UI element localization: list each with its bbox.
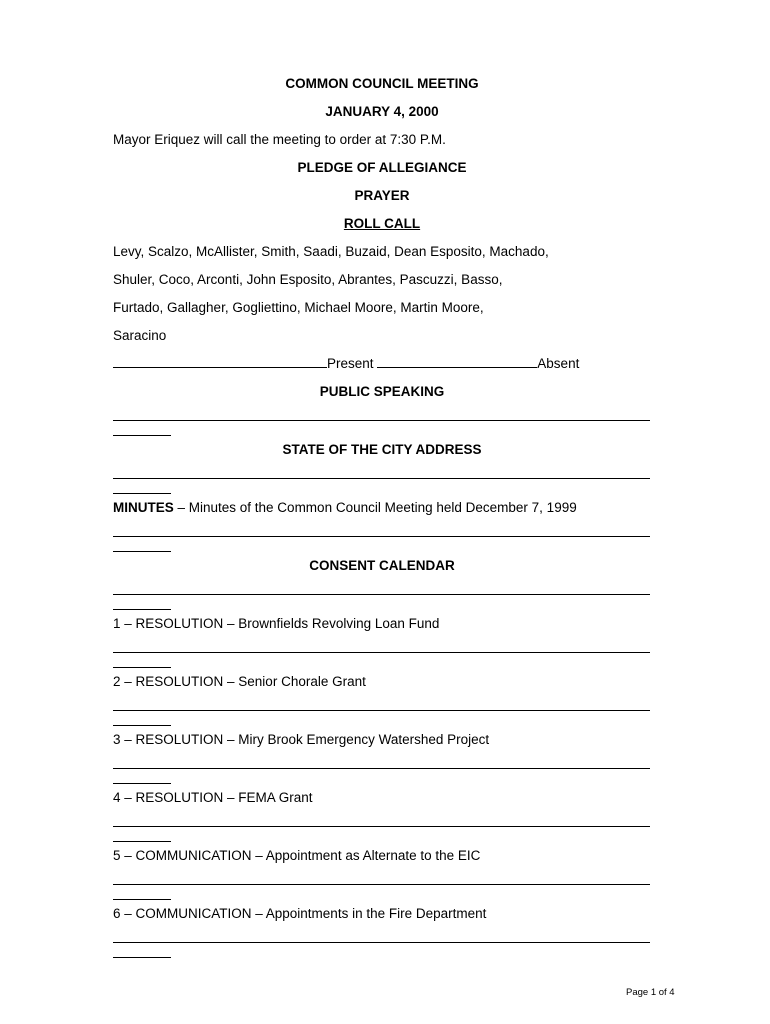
attendance-row: [113, 350, 651, 378]
note-line: [113, 812, 650, 827]
absent-label: Absent: [537, 356, 580, 371]
note-line-end: [113, 711, 171, 726]
section-prayer: PRAYER: [354, 188, 410, 203]
minutes-label: MINUTES: [113, 500, 174, 515]
note-line-end: [113, 827, 171, 842]
note-line-end: [113, 769, 171, 784]
meeting-title: COMMON COUNCIL MEETING: [285, 76, 479, 91]
roll-call-line: Furtado, Gallagher, Gogliettino, Michael Moore, Martin Moore,: [113, 300, 484, 315]
intro-text: Mayor Eriquez will call the meeting to order at 7:30 P.M.: [113, 132, 446, 147]
absent-blank: [377, 355, 537, 368]
roll-call-line: Levy, Scalzo, McAllister, Smith, Saadi, Buzaid, Dean Esposito, Machado,: [113, 244, 549, 259]
present-label: Present: [327, 356, 374, 371]
note-line: [113, 928, 650, 943]
agenda-item: 4 – RESOLUTION – FEMA Grant: [113, 790, 313, 805]
note-line: [113, 406, 650, 421]
present-blank: [113, 355, 327, 368]
section-state-of-city: STATE OF THE CITY ADDRESS: [282, 442, 482, 457]
note-line-end: [113, 537, 171, 552]
roll-call-line: Saracino: [113, 328, 167, 343]
minutes-line: [113, 494, 651, 522]
agenda-item: 1 – RESOLUTION – Brownfields Revolving Loan Fund: [113, 616, 440, 631]
note-line: [113, 870, 650, 885]
note-line: [113, 522, 650, 537]
note-line-end: [113, 885, 171, 900]
note-line: [113, 754, 650, 769]
note-line-end: [113, 653, 171, 668]
note-line-end: [113, 421, 171, 436]
note-line: [113, 580, 650, 595]
agenda-item: 3 – RESOLUTION – Miry Brook Emergency Watershed Project: [113, 732, 490, 747]
section-roll-call: ROLL CALL: [343, 216, 421, 231]
note-line: [113, 638, 650, 653]
agenda-item: 2 – RESOLUTION – Senior Chorale Grant: [113, 674, 366, 689]
note-line: [113, 696, 650, 711]
section-public-speaking: PUBLIC SPEAKING: [319, 384, 445, 399]
roll-call-line: Shuler, Coco, Arconti, John Esposito, Abrantes, Pascuzzi, Basso,: [113, 272, 503, 287]
page-number: Page 1 of 4: [626, 987, 675, 998]
section-consent-calendar: CONSENT CALENDAR: [309, 558, 455, 573]
minutes-text: – Minutes of the Common Council Meeting held December 7, 1999: [173, 500, 577, 515]
section-pledge: PLEDGE OF ALLEGIANCE: [297, 160, 467, 175]
note-line-end: [113, 479, 171, 494]
note-line-end: [113, 943, 171, 958]
meeting-date: JANUARY 4, 2000: [325, 104, 439, 119]
document-body: [113, 70, 651, 958]
agenda-item: 5 – COMMUNICATION – Appointment as Alternate to the EIC: [113, 848, 481, 863]
agenda-item: 6 – COMMUNICATION – Appointments in the Fire Department: [113, 906, 487, 921]
note-line: [113, 464, 650, 479]
note-line-end: [113, 595, 171, 610]
